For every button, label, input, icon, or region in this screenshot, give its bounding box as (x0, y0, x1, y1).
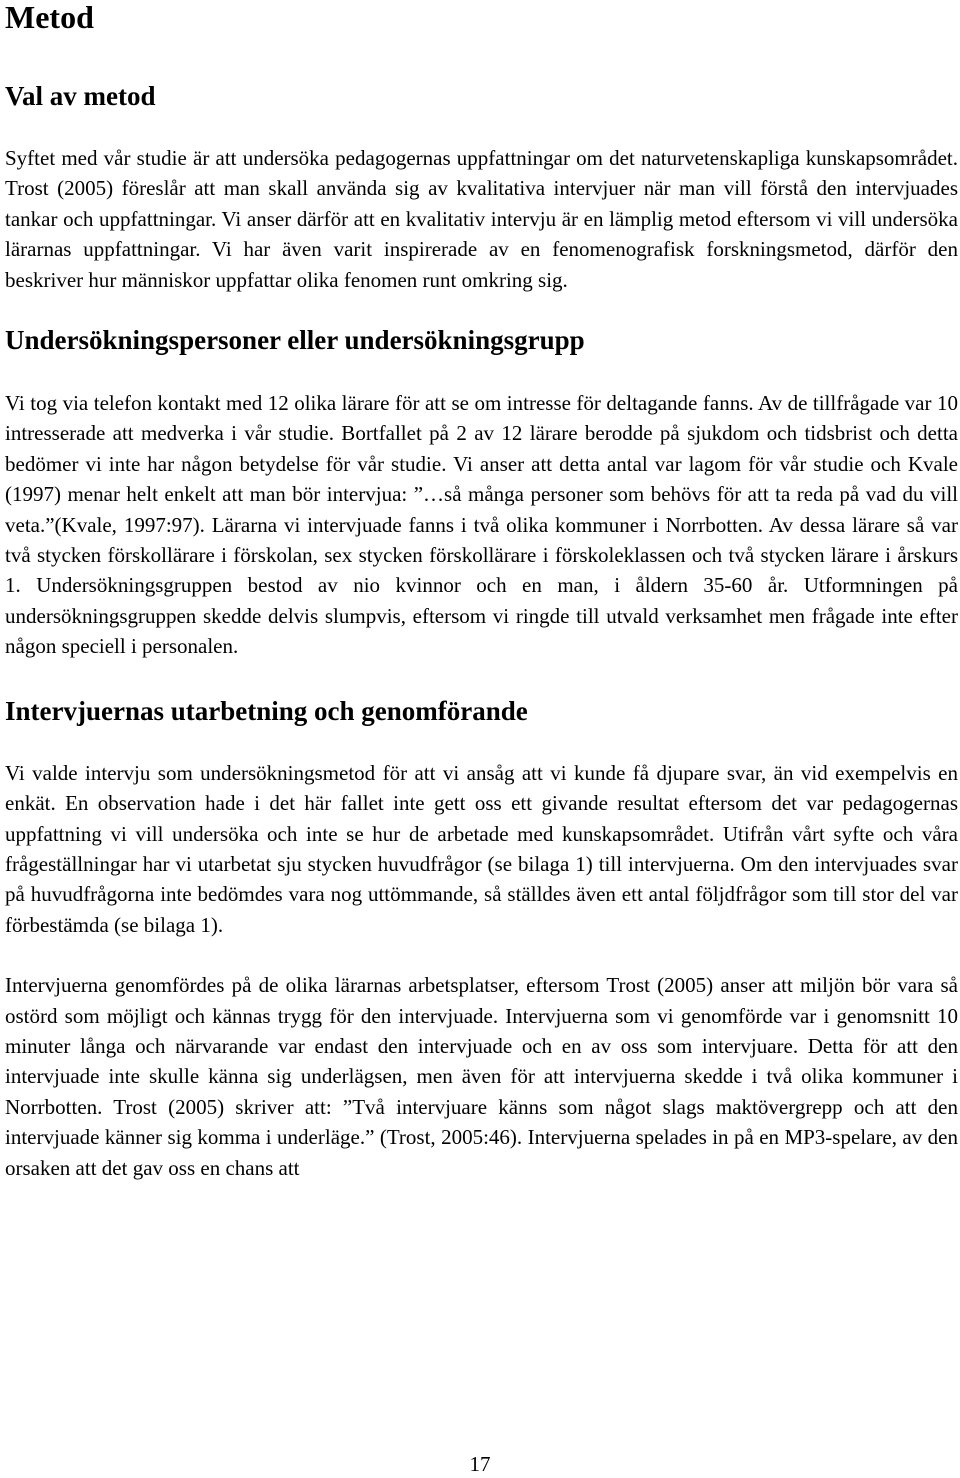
document-page (5, 0, 958, 1183)
section-heading-val-av-metod: Val av metod (5, 81, 156, 111)
page-title: Metod (5, 0, 94, 35)
paragraph-intervjuernas-utarbetning-1: Vi valde intervju som undersökningsmetod för att vi ansåg att vi kunde få djupare svar, än vid exempelvis en enkät. En observation hade i det här fallet inte gett oss ett givande resultat eftersom det var pedagogernas uppfattning vi vill undersöka och inte se hur de arbetade med kunskapsområdet. Utifrån vårt syfte och våra frågeställningar har vi utarbetat sju stycken huvudfrågor (se bilaga 1) till intervjuerna. Om den intervjuades svar på huvudfrågorna inte bedömdes vara nog uttömmande, så ställdes även ett antal följdfrågor som till stor del var förbestämda (se bilaga 1). (5, 760, 958, 937)
section-heading-intervjuernas-utarbetning: Intervjuernas utarbetning och genomförande (5, 695, 528, 726)
page-number: 17 (469, 1452, 491, 1476)
section-heading-undersokningspersoner: Undersökningspersoner eller undersökningsgrupp (5, 325, 585, 356)
paragraph-val-av-metod: Syftet med vår studie är att undersöka pedagogernas uppfattningar om det naturvetenskapliga kunskapsområdet. Trost (2005) föreslår att man skall använda sig av kvalitativa intervjuer när man vill förstå den intervjuades tankar och uppfattningar. Vi anser därför att en kvalitativ intervju är en lämplig metod eftersom vi vill undersöka lärarnas uppfattningar. Vi har även varit inspirerade av en fenomenografisk forskningsmetod, därför den beskriver hur människor uppfattar olika fenomen runt omkring sig. (5, 146, 958, 292)
paragraph-undersokningspersoner: Vi tog via telefon kontakt med 12 olika lärare för att se om intresse för deltagande fanns. Av de tillfrågade var 10 intresserade att medverka i vår studie. Bortfallet på 2 av 12 lärare berodde på sjukdom och tidsbrist och detta bedömer vi inte har någon betydelse för vår studie. Vi anser att detta antal var lagom för vår studie och Kvale (1997) menar helt enkelt att man bör intervjua: ”…så många personer som behövs för att ta reda på vad du vill veta.”(Kvale, 1997:97). Lärarna vi intervjuade fanns i två olika kommuner i Norrbotten. Av dessa lärare så var två stycken förskollärare i förskolan, sex stycken förskollärare i förskoleklassen och två stycken lärare i årskurs 1. Undersökningsgruppen bestod av nio kvinnor och en man, i åldern 35-60 år. Utformningen på undersökningsgruppen skedde delvis slumpvis, eftersom vi ringde till utvald verksamhet men frågade inte efter någon speciell i personalen. (5, 391, 958, 659)
paragraph-intervjuernas-utarbetning-2: Intervjuerna genomfördes på de olika lärarnas arbetsplatser, eftersom Trost (2005) anser att miljön bör vara så ostörd som möjligt och kännas trygg för den intervjuade. Intervjuerna som vi genomförde var i genomsnitt 10 minuter långa och närvarande var endast den intervjuade och en av oss som intervjuare. Detta för att den intervjuade inte skulle känna sig underlägsen, men även för att intervjuerna skedde i två olika kommuner i Norrbotten. Trost (2005) skriver att: ”Två intervjuare känns som något slags maktövergrepp och att den intervjuade känner sig komma i underläge.” (Trost, 2005:46). Intervjuerna spelades in på en MP3-spelare, av den orsaken att det gav oss en chans att (5, 973, 958, 1180)
